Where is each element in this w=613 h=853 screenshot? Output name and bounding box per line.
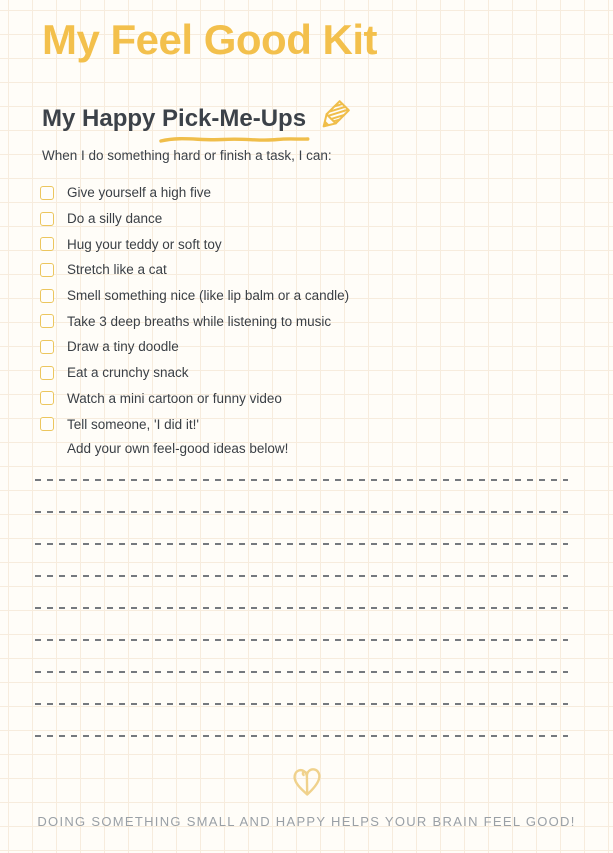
checklist-item	[40, 257, 349, 283]
checklist-item	[40, 386, 349, 412]
heart-icon	[289, 763, 325, 801]
add-own-prompt: Add your own feel-good ideas below!	[67, 441, 289, 456]
writing-line[interactable]	[35, 479, 568, 481]
writing-line[interactable]	[35, 575, 568, 577]
checkbox[interactable]	[40, 212, 54, 226]
writing-line[interactable]	[35, 511, 568, 513]
checklist-item-label: Give yourself a high five	[67, 185, 212, 201]
pick-me-ups-checklist	[40, 180, 349, 437]
checklist-item	[40, 360, 349, 386]
writing-line[interactable]	[35, 639, 568, 641]
checkbox[interactable]	[40, 366, 54, 380]
writing-line[interactable]	[35, 671, 568, 673]
checklist-item-label: Take 3 deep breaths while listening to music	[67, 313, 332, 329]
writing-line[interactable]	[35, 703, 568, 705]
footer-note: DOING SOMETHING SMALL AND HAPPY HELPS YOUR BRAIN FEEL GOOD!	[37, 814, 576, 829]
checklist-item	[40, 206, 349, 232]
checklist-item-label: Draw a tiny doodle	[67, 339, 179, 355]
checklist-item-label: Hug your teddy or soft toy	[67, 236, 222, 252]
checklist-item	[40, 283, 349, 309]
checklist-item-label: Watch a mini cartoon or funny video	[67, 390, 282, 406]
squiggle-underline	[158, 133, 311, 145]
checkbox[interactable]	[40, 314, 54, 328]
page-title: My Feel Good Kit	[42, 16, 378, 63]
checkbox[interactable]	[40, 391, 54, 405]
checklist-item	[40, 231, 349, 257]
section-heading-prefix: My Happy	[42, 105, 163, 132]
checkbox[interactable]	[40, 417, 54, 431]
pencil-icon	[314, 96, 354, 136]
checklist-item-label: Do a silly dance	[67, 211, 163, 227]
section-heading-highlight: Pick-Me-Ups	[162, 105, 306, 133]
checklist-item	[40, 411, 349, 437]
intro-text: When I do something hard or finish a task, I can:	[42, 148, 332, 163]
checklist-item-label: Stretch like a cat	[67, 262, 167, 278]
checklist-item-label: Tell someone, 'I did it!'	[67, 416, 199, 432]
checkbox[interactable]	[40, 263, 54, 277]
checklist-item-label: Eat a crunchy snack	[67, 365, 189, 381]
writing-line[interactable]	[35, 735, 568, 737]
writing-line[interactable]	[35, 543, 568, 545]
checklist-item	[40, 334, 349, 360]
checkbox[interactable]	[40, 340, 54, 354]
checkbox[interactable]	[40, 289, 54, 303]
checklist-item-label: Smell something nice (like lip balm or a candle)	[67, 288, 350, 304]
checklist-item	[40, 308, 349, 334]
writing-line[interactable]	[35, 607, 568, 609]
checklist-item	[40, 180, 349, 206]
writing-lines	[35, 479, 568, 767]
checkbox[interactable]	[40, 186, 54, 200]
checkbox[interactable]	[40, 237, 54, 251]
section-heading	[42, 96, 354, 136]
